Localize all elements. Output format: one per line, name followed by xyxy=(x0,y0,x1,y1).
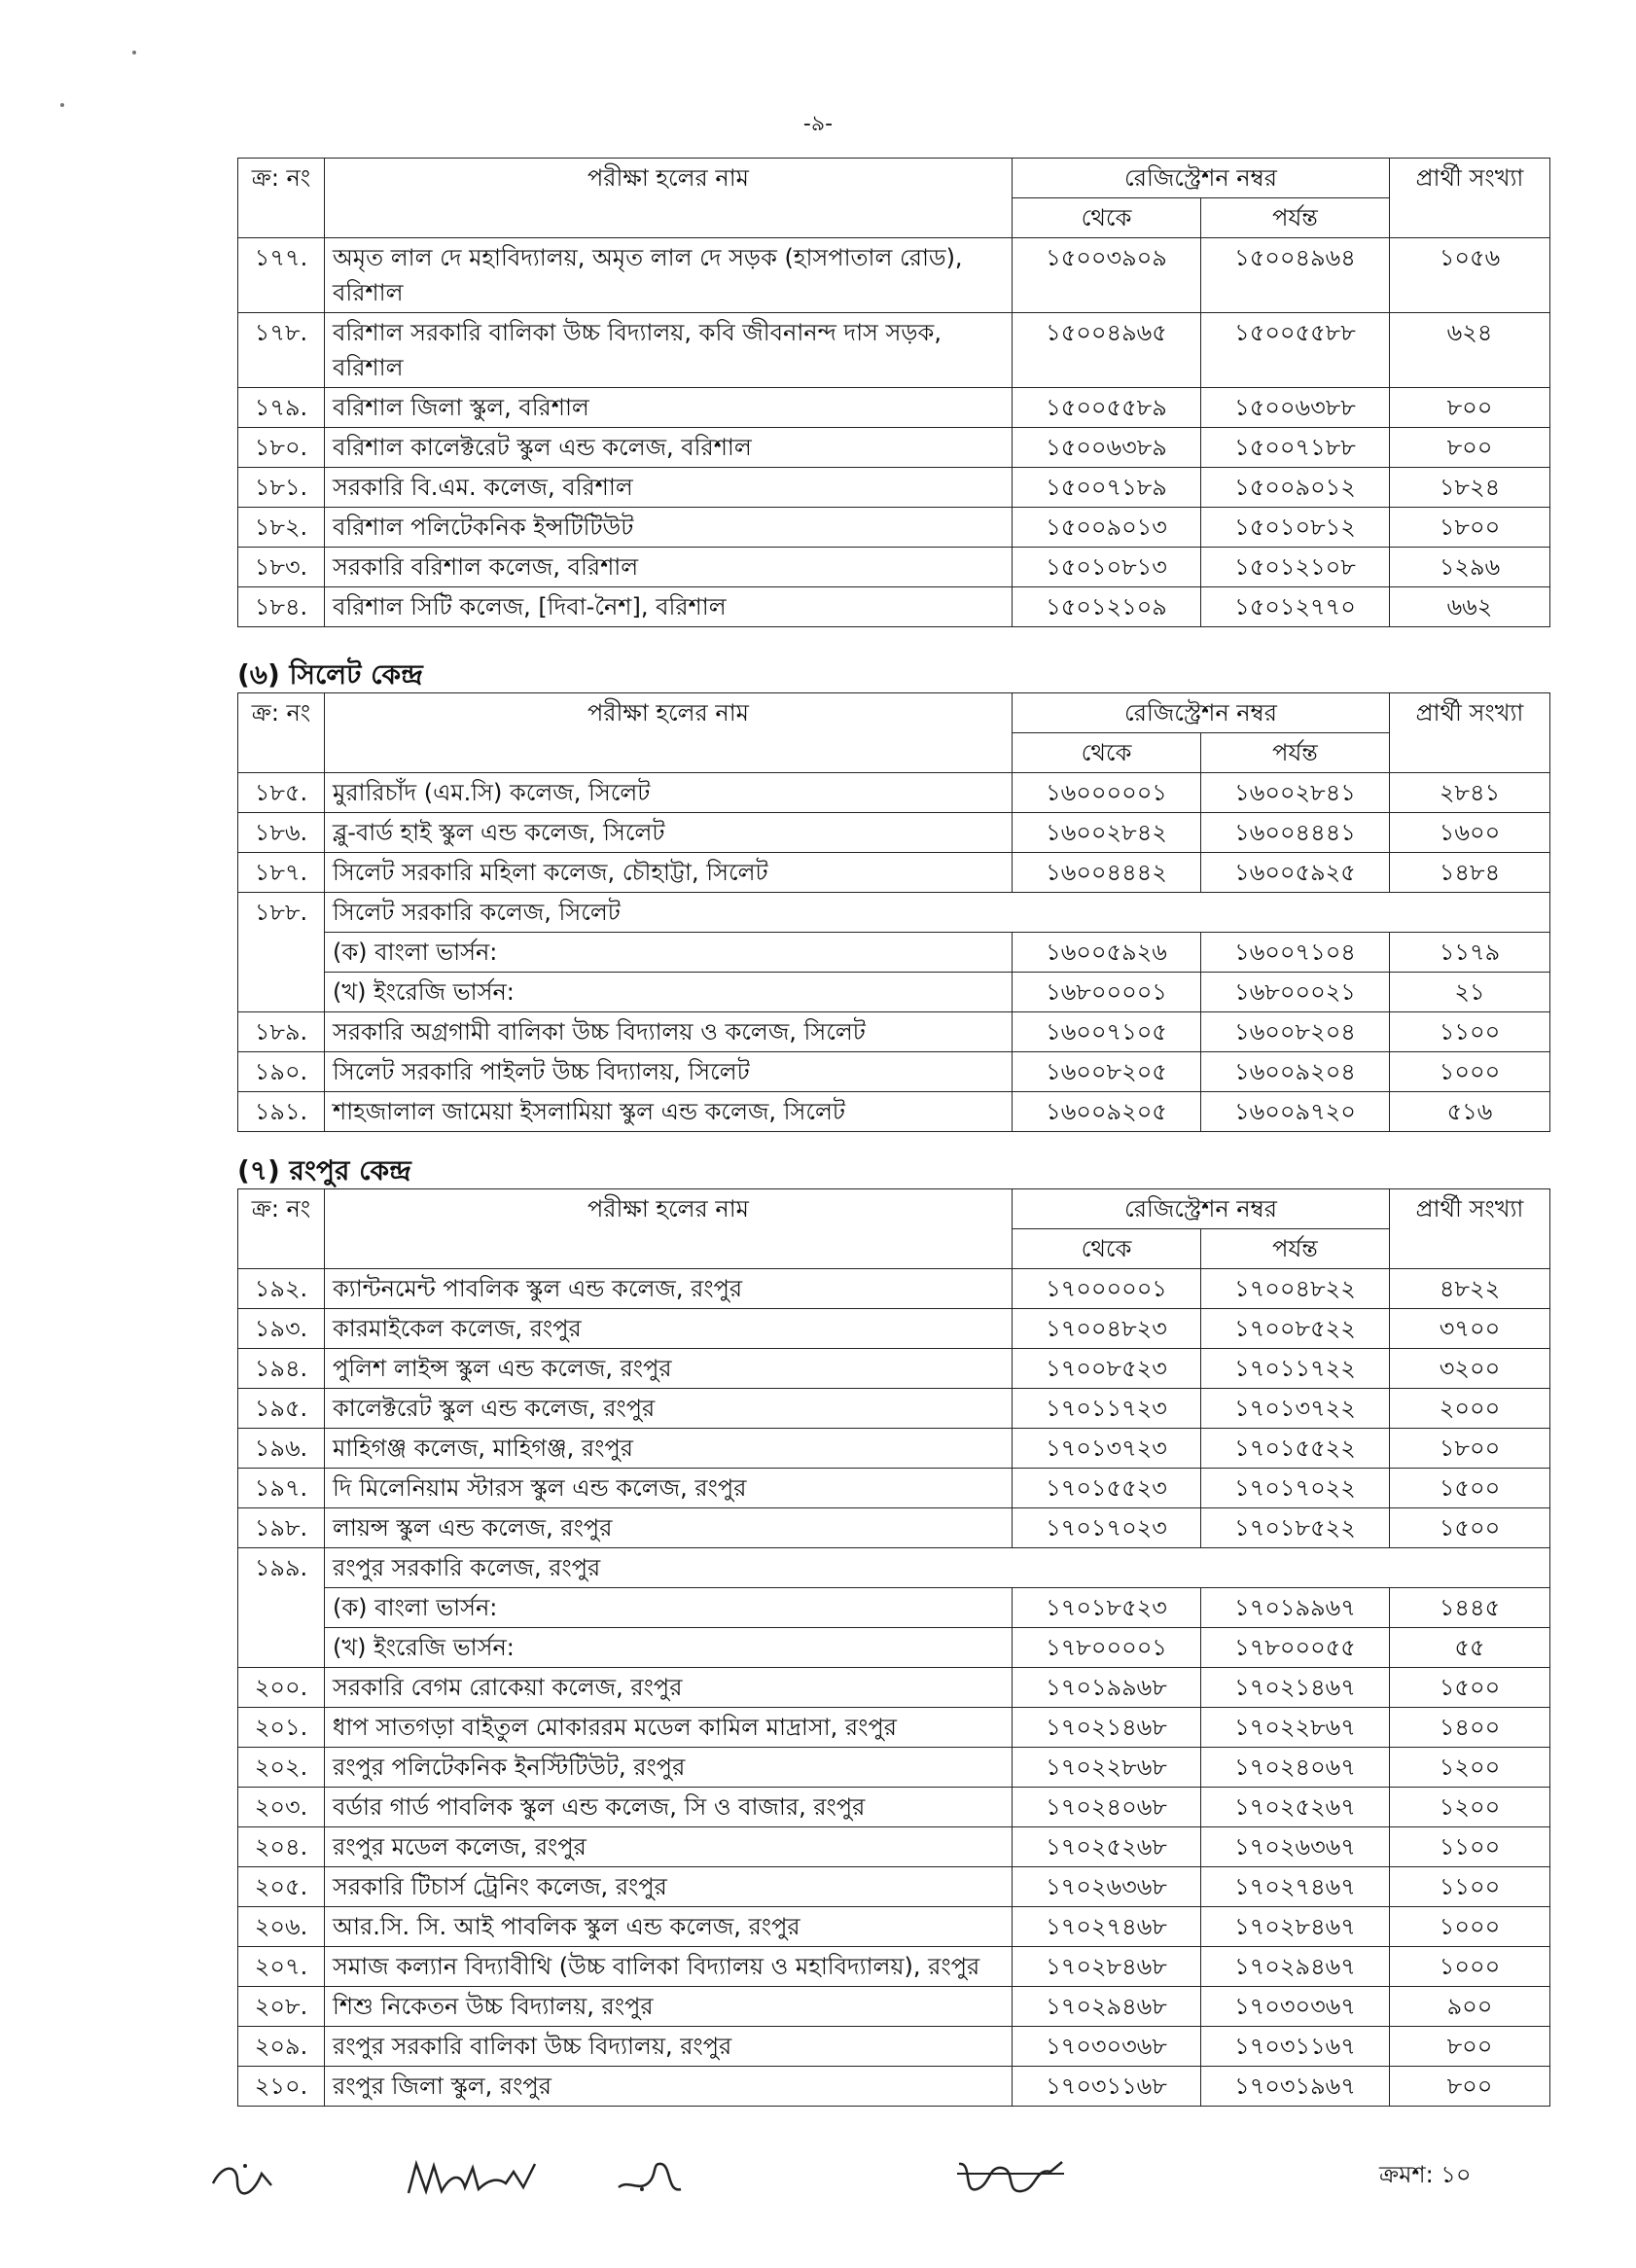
header-sl: ক্র: নং xyxy=(238,693,325,773)
row-serial: ১৮৪. xyxy=(238,587,325,627)
row-serial: ১৮৯. xyxy=(238,1012,325,1052)
row-hall-name: কালেক্টরেট স্কুল এন্ড কলেজ, রংপুর xyxy=(325,1389,1013,1429)
table-row xyxy=(238,1508,1550,1548)
signature-3 xyxy=(613,2154,691,2212)
row-candidate-count: ১৬০০ xyxy=(1390,813,1550,853)
table-row xyxy=(238,1947,1550,1987)
row-hall-name: বরিশাল সরকারি বালিকা উচ্চ বিদ্যালয়, কবি জীবনানন্দ দাস সড়ক, বরিশাল xyxy=(325,313,1013,388)
row-candidate-count: ৩৭০০ xyxy=(1390,1309,1550,1349)
row-candidate-count: ১০০০ xyxy=(1390,1052,1550,1092)
row-hall-name: (খ) ইংরেজি ভার্সন: xyxy=(325,1628,1013,1668)
row-serial: ২০৭. xyxy=(238,1947,325,1987)
table-row xyxy=(238,1867,1550,1907)
header-reg: রেজিস্ট্রেশন নম্বর xyxy=(1013,693,1390,733)
row-reg-from: ১৬০০৯২০৫ xyxy=(1013,1092,1201,1132)
row-serial: ২০০. xyxy=(238,1668,325,1708)
row-reg-to: ১৭০১১৭২২ xyxy=(1201,1349,1390,1389)
table-row xyxy=(238,1012,1550,1052)
row-serial: ২০৬. xyxy=(238,1907,325,1947)
row-reg-to: ১৭০৩১১৬৭ xyxy=(1201,2027,1390,2067)
header-sl: ক্র: নং xyxy=(238,159,325,238)
row-reg-from: ১৫০০৯০১৩ xyxy=(1013,508,1201,548)
row-hall-name: সরকারি অগ্রগামী বালিকা উচ্চ বিদ্যালয় ও কলেজ, সিলেট xyxy=(325,1012,1013,1052)
row-candidate-count: ১১০০ xyxy=(1390,1827,1550,1867)
row-reg-to: ১৬০০২৮৪১ xyxy=(1201,773,1390,813)
row-reg-to: ১৫০০৯০১২ xyxy=(1201,468,1390,508)
row-reg-to: ১৭০২৮৪৬৭ xyxy=(1201,1907,1390,1947)
row-reg-to: ১৬০০৫৯২৫ xyxy=(1201,853,1390,893)
row-serial: ১৮৬. xyxy=(238,813,325,853)
row-reg-to: ১৫০০৭১৮৮ xyxy=(1201,428,1390,468)
row-serial: ২০১. xyxy=(238,1708,325,1748)
row-serial: ২১০. xyxy=(238,2067,325,2107)
row-candidate-count: ৬৬২ xyxy=(1390,587,1550,627)
table-row xyxy=(238,508,1550,548)
row-reg-to: ১৫০১২১০৮ xyxy=(1201,548,1390,587)
row-reg-from: ১৭০৩০৩৬৮ xyxy=(1013,2027,1201,2067)
row-candidate-count: ১৮২৪ xyxy=(1390,468,1550,508)
header-from: থেকে xyxy=(1013,733,1201,773)
row-reg-to: ১৫০০৬৩৮৮ xyxy=(1201,388,1390,428)
row-serial: ১৯৬. xyxy=(238,1429,325,1469)
header-name: পরীক্ষা হলের নাম xyxy=(325,693,1013,773)
row-reg-from: ১৬০০০০০১ xyxy=(1013,773,1201,813)
row-reg-from: ১৭০২১৪৬৮ xyxy=(1013,1708,1201,1748)
row-candidate-count: ৪৮২২ xyxy=(1390,1269,1550,1309)
table-row xyxy=(238,587,1550,627)
table-row xyxy=(238,893,1550,933)
row-reg-from: ১৭০২৫২৬৮ xyxy=(1013,1827,1201,1867)
row-candidate-count: ১০৫৬ xyxy=(1390,238,1550,313)
row-reg-from: ১৭০১৫৫২৩ xyxy=(1013,1469,1201,1508)
table-row xyxy=(238,1987,1550,2027)
row-reg-from: ১৬০০৪৪৪২ xyxy=(1013,853,1201,893)
table-row xyxy=(238,1907,1550,1947)
row-hall-name: রংপুর সরকারি কলেজ, রংপুর xyxy=(325,1548,1550,1588)
row-reg-to: ১৭০১৭০২২ xyxy=(1201,1469,1390,1508)
page-number: -৯- xyxy=(802,112,834,136)
row-hall-name: (খ) ইংরেজি ভার্সন: xyxy=(325,973,1013,1012)
row-reg-from: ১৭০২২৮৬৮ xyxy=(1013,1748,1201,1788)
row-serial: ২০৩. xyxy=(238,1788,325,1827)
signature-1 xyxy=(208,2154,276,2212)
row-candidate-count: ৬২৪ xyxy=(1390,313,1550,388)
row-candidate-count: ১৪৮৪ xyxy=(1390,853,1550,893)
row-candidate-count: ৩২০০ xyxy=(1390,1349,1550,1389)
row-reg-from: ১৫০০৬৩৮৯ xyxy=(1013,428,1201,468)
row-reg-from: ১৭০১৯৯৬৮ xyxy=(1013,1668,1201,1708)
row-serial: ১৯১. xyxy=(238,1092,325,1132)
row-hall-name: রংপুর সরকারি বালিকা উচ্চ বিদ্যালয়, রংপুর xyxy=(325,2027,1013,2067)
row-reg-from: ১৭০০৪৮২৩ xyxy=(1013,1309,1201,1349)
table-row xyxy=(238,313,1550,388)
row-hall-name: রংপুর মডেল কলেজ, রংপুর xyxy=(325,1827,1013,1867)
row-reg-to: ১৭০১৮৫২২ xyxy=(1201,1508,1390,1548)
row-reg-from: ১৭০২৯৪৬৮ xyxy=(1013,1987,1201,2027)
table-row xyxy=(238,1588,1550,1628)
row-candidate-count: ৫৫ xyxy=(1390,1628,1550,1668)
row-reg-from: ১৫০০৩৯০৯ xyxy=(1013,238,1201,313)
row-hall-name: সরকারি বি.এম. কলেজ, বরিশাল xyxy=(325,468,1013,508)
table-row xyxy=(238,933,1550,973)
row-hall-name: শিশু নিকেতন উচ্চ বিদ্যালয়, রংপুর xyxy=(325,1987,1013,2027)
section-title-rangpur: (৭) রংপুর কেন্দ্র xyxy=(237,1154,411,1187)
row-candidate-count: ১৮০০ xyxy=(1390,1429,1550,1469)
row-serial: ১৮৩. xyxy=(238,548,325,587)
row-hall-name: সমাজ কল্যান বিদ্যাবীথি (উচ্চ বালিকা বিদ্যালয় ও মহাবিদ্যালয়), রংপুর xyxy=(325,1947,1013,1987)
row-reg-to: ১৬০০৭১০৪ xyxy=(1201,933,1390,973)
row-candidate-count: ৮০০ xyxy=(1390,2067,1550,2107)
table-row xyxy=(238,1429,1550,1469)
row-candidate-count: ৮০০ xyxy=(1390,2027,1550,2067)
row-serial: ১৯৫. xyxy=(238,1389,325,1429)
table-row xyxy=(238,548,1550,587)
row-candidate-count: ১৪০০ xyxy=(1390,1708,1550,1748)
row-reg-to: ১৫০১০৮১২ xyxy=(1201,508,1390,548)
row-reg-to: ১৭০০৪৮২২ xyxy=(1201,1269,1390,1309)
header-from: থেকে xyxy=(1013,198,1201,238)
row-hall-name: মুরারিচাঁদ (এম.সি) কলেজ, সিলেট xyxy=(325,773,1013,813)
row-hall-name: অমৃত লাল দে মহাবিদ্যালয়, অমৃত লাল দে সড়ক (হাসপাতাল রোড), বরিশাল xyxy=(325,238,1013,313)
table-row xyxy=(238,1349,1550,1389)
row-hall-name: সরকারি বরিশাল কলেজ, বরিশাল xyxy=(325,548,1013,587)
signature-2 xyxy=(405,2154,541,2212)
row-serial: ২০২. xyxy=(238,1748,325,1788)
row-reg-to: ১৫০১২৭৭০ xyxy=(1201,587,1390,627)
row-hall-name: ক্যান্টনমেন্ট পাবলিক স্কুল এন্ড কলেজ, রংপুর xyxy=(325,1269,1013,1309)
row-serial: ১৮২. xyxy=(238,508,325,548)
table-row xyxy=(238,1469,1550,1508)
row-serial: ১৯৪. xyxy=(238,1349,325,1389)
row-reg-from: ১৫০০৪৯৬৫ xyxy=(1013,313,1201,388)
header-sl: ক্র: নং xyxy=(238,1189,325,1269)
row-reg-to: ১৬০০৪৪৪১ xyxy=(1201,813,1390,853)
row-hall-name: মাহিগঞ্জ কলেজ, মাহিগঞ্জ, রংপুর xyxy=(325,1429,1013,1469)
row-reg-from: ১৬০০৫৯২৬ xyxy=(1013,933,1201,973)
row-hall-name: রংপুর পলিটেকনিক ইনস্টিটিউট, রংপুর xyxy=(325,1748,1013,1788)
row-serial: ১৯২. xyxy=(238,1269,325,1309)
section-title-sylhet: (৬) সিলেট কেন্দ্র xyxy=(237,658,423,691)
row-candidate-count: ৮০০ xyxy=(1390,388,1550,428)
row-hall-name: বরিশাল পলিটেকনিক ইন্সটিটিউট xyxy=(325,508,1013,548)
row-reg-from: ১৭০১১৭২৩ xyxy=(1013,1389,1201,1429)
row-serial: ১৭৭. xyxy=(238,238,325,313)
header-from: থেকে xyxy=(1013,1229,1201,1269)
header-to: পর্যন্ত xyxy=(1201,198,1390,238)
row-reg-to: ১৭০৩০৩৬৭ xyxy=(1201,1987,1390,2027)
row-reg-from: ১৭০০০০০১ xyxy=(1013,1269,1201,1309)
row-serial: ১৮৭. xyxy=(238,853,325,893)
row-hall-name: বরিশাল কালেক্টরেট স্কুল এন্ড কলেজ, বরিশাল xyxy=(325,428,1013,468)
row-hall-name: বর্ডার গার্ড পাবলিক স্কুল এন্ড কলেজ, সি ও বাজার, রংপুর xyxy=(325,1788,1013,1827)
table-row xyxy=(238,388,1550,428)
row-candidate-count: ১১০০ xyxy=(1390,1867,1550,1907)
table-row xyxy=(238,1827,1550,1867)
table-row xyxy=(238,1748,1550,1788)
row-hall-name: ব্লু-বার্ড হাই স্কুল এন্ড কলেজ, সিলেট xyxy=(325,813,1013,853)
table-row xyxy=(238,1708,1550,1748)
row-candidate-count: ৯০০ xyxy=(1390,1987,1550,2027)
row-reg-to: ১৬০০৮২০৪ xyxy=(1201,1012,1390,1052)
exam-hall-table-sylhet xyxy=(237,692,1550,1132)
row-candidate-count: ২৮৪১ xyxy=(1390,773,1550,813)
header-reg: রেজিস্ট্রেশন নম্বর xyxy=(1013,159,1390,198)
table-row xyxy=(238,468,1550,508)
row-reg-to: ১৭০২৫২৬৭ xyxy=(1201,1788,1390,1827)
row-candidate-count: ১৪৪৫ xyxy=(1390,1588,1550,1628)
scan-speck xyxy=(132,51,136,54)
signature-4 xyxy=(953,2154,1070,2212)
row-hall-name: লায়ন্স স্কুল এন্ড কলেজ, রংপুর xyxy=(325,1508,1013,1548)
table-row xyxy=(238,813,1550,853)
row-serial: ১৮১. xyxy=(238,468,325,508)
row-reg-to: ১৭০২৭৪৬৭ xyxy=(1201,1867,1390,1907)
row-candidate-count: ১২০০ xyxy=(1390,1748,1550,1788)
row-candidate-count: ৫১৬ xyxy=(1390,1092,1550,1132)
row-reg-from: ১৬০০২৮৪২ xyxy=(1013,813,1201,853)
table-body xyxy=(238,773,1550,1132)
header-count: প্রার্থী সংখ্যা xyxy=(1390,693,1550,773)
table-row xyxy=(238,1052,1550,1092)
row-reg-to: ১৫০০৪৯৬৪ xyxy=(1201,238,1390,313)
row-serial: ২০৮. xyxy=(238,1987,325,2027)
row-candidate-count: ৮০০ xyxy=(1390,428,1550,468)
row-reg-from: ১৬৮০০০০১ xyxy=(1013,973,1201,1012)
table-row xyxy=(238,1548,1550,1588)
table-row xyxy=(238,773,1550,813)
row-reg-from: ১৭০১৩৭২৩ xyxy=(1013,1429,1201,1469)
row-reg-from: ১৬০০৭১০৫ xyxy=(1013,1012,1201,1052)
row-serial: ১৮০. xyxy=(238,428,325,468)
table-row xyxy=(238,2067,1550,2107)
row-hall-name: শাহজালাল জামেয়া ইসলামিয়া স্কুল এন্ড কলেজ, সিলেট xyxy=(325,1092,1013,1132)
row-hall-name: বরিশাল সিটি কলেজ, [দিবা-নৈশ], বরিশাল xyxy=(325,587,1013,627)
row-reg-to: ১৭০২১৪৬৭ xyxy=(1201,1668,1390,1708)
row-reg-from: ১৭৮০০০০১ xyxy=(1013,1628,1201,1668)
row-hall-name: (ক) বাংলা ভার্সন: xyxy=(325,933,1013,973)
header-reg: রেজিস্ট্রেশন নম্বর xyxy=(1013,1189,1390,1229)
row-hall-name: ধাপ সাতগড়া বাইতুল মোকাররম মডেল কামিল মাদ্রাসা, রংপুর xyxy=(325,1708,1013,1748)
row-reg-to: ১৭০২৬৩৬৭ xyxy=(1201,1827,1390,1867)
row-hall-name: সিলেট সরকারি কলেজ, সিলেট xyxy=(325,893,1550,933)
header-to: পর্যন্ত xyxy=(1201,733,1390,773)
table-row xyxy=(238,1788,1550,1827)
table-row xyxy=(238,1628,1550,1668)
row-serial: ১৭৯. xyxy=(238,388,325,428)
table-row xyxy=(238,428,1550,468)
header-to: পর্যন্ত xyxy=(1201,1229,1390,1269)
row-hall-name: কারমাইকেল কলেজ, রংপুর xyxy=(325,1309,1013,1349)
row-candidate-count: ১২০০ xyxy=(1390,1788,1550,1827)
row-reg-from: ১৬০০৮২০৫ xyxy=(1013,1052,1201,1092)
row-serial: ২০৪. xyxy=(238,1827,325,1867)
row-reg-to: ১৬৮০০০২১ xyxy=(1201,973,1390,1012)
table-row xyxy=(238,2027,1550,2067)
row-reg-from: ১৭০২৪০৬৮ xyxy=(1013,1788,1201,1827)
row-serial: ১৭৮. xyxy=(238,313,325,388)
row-serial: ১৯৮. xyxy=(238,1508,325,1548)
row-reg-from: ১৭০১৮৫২৩ xyxy=(1013,1588,1201,1628)
row-serial: ১৮৮. xyxy=(238,893,325,1012)
table-row xyxy=(238,1389,1550,1429)
row-reg-from: ১৭০২৮৪৬৮ xyxy=(1013,1947,1201,1987)
row-reg-from: ১৫০১২১০৯ xyxy=(1013,587,1201,627)
row-reg-from: ১৭০১৭০২৩ xyxy=(1013,1508,1201,1548)
header-count: প্রার্থী সংখ্যা xyxy=(1390,1189,1550,1269)
row-candidate-count: ১২৯৬ xyxy=(1390,548,1550,587)
continued-note: ক্রমশ: ১০ xyxy=(1379,2161,1472,2188)
row-candidate-count: ১৫০০ xyxy=(1390,1508,1550,1548)
row-candidate-count: ১০০০ xyxy=(1390,1947,1550,1987)
row-candidate-count: ১৫০০ xyxy=(1390,1668,1550,1708)
table-body xyxy=(238,1269,1550,2107)
row-hall-name: (ক) বাংলা ভার্সন: xyxy=(325,1588,1013,1628)
row-serial: ২০৯. xyxy=(238,2027,325,2067)
row-hall-name: পুলিশ লাইন্স স্কুল এন্ড কলেজ, রংপুর xyxy=(325,1349,1013,1389)
row-reg-from: ১৫০০৫৫৮৯ xyxy=(1013,388,1201,428)
table-row xyxy=(238,1092,1550,1132)
row-serial: ১৮৫. xyxy=(238,773,325,813)
row-reg-to: ১৭০১৩৭২২ xyxy=(1201,1389,1390,1429)
row-serial: ১৯৩. xyxy=(238,1309,325,1349)
row-reg-to: ১৬০০৯৭২০ xyxy=(1201,1092,1390,1132)
row-reg-from: ১৫০১০৮১৩ xyxy=(1013,548,1201,587)
row-hall-name: বরিশাল জিলা স্কুল, বরিশাল xyxy=(325,388,1013,428)
row-reg-from: ১৭০০৮৫২৩ xyxy=(1013,1349,1201,1389)
row-hall-name: সরকারি টিচার্স ট্রেনিং কলেজ, রংপুর xyxy=(325,1867,1013,1907)
row-serial: ১৯০. xyxy=(238,1052,325,1092)
row-candidate-count: ১৫০০ xyxy=(1390,1469,1550,1508)
table-body xyxy=(238,238,1550,627)
row-serial: ২০৫. xyxy=(238,1867,325,1907)
header-count: প্রার্থী সংখ্যা xyxy=(1390,159,1550,238)
row-serial: ১৯৭. xyxy=(238,1469,325,1508)
table-row xyxy=(238,973,1550,1012)
row-candidate-count: ২০০০ xyxy=(1390,1389,1550,1429)
row-reg-to: ১৭০২২৮৬৭ xyxy=(1201,1708,1390,1748)
row-hall-name: সিলেট সরকারি মহিলা কলেজ, চৌহাট্টা, সিলেট xyxy=(325,853,1013,893)
exam-hall-table-rangpur xyxy=(237,1188,1550,2107)
row-reg-to: ১৭০৩১৯৬৭ xyxy=(1201,2067,1390,2107)
row-reg-from: ১৭০৩১১৬৮ xyxy=(1013,2067,1201,2107)
row-hall-name: দি মিলেনিয়াম স্টারস স্কুল এন্ড কলেজ, রংপুর xyxy=(325,1469,1013,1508)
row-reg-from: ১৫০০৭১৮৯ xyxy=(1013,468,1201,508)
row-hall-name: সরকারি বেগম রোকেয়া কলেজ, রংপুর xyxy=(325,1668,1013,1708)
row-candidate-count: ১১৭৯ xyxy=(1390,933,1550,973)
row-candidate-count: ১১০০ xyxy=(1390,1012,1550,1052)
exam-hall-table-barishal xyxy=(237,158,1550,627)
row-hall-name: রংপুর জিলা স্কুল, রংপুর xyxy=(325,2067,1013,2107)
row-candidate-count: ২১ xyxy=(1390,973,1550,1012)
table-row xyxy=(238,1309,1550,1349)
row-reg-to: ১৭০২৪০৬৭ xyxy=(1201,1748,1390,1788)
table-row xyxy=(238,853,1550,893)
header-name: পরীক্ষা হলের নাম xyxy=(325,1189,1013,1269)
table-row xyxy=(238,238,1550,313)
table-row xyxy=(238,1668,1550,1708)
row-reg-to: ১৭৮০০০৫৫ xyxy=(1201,1628,1390,1668)
table-row xyxy=(238,1269,1550,1309)
row-reg-to: ১৭০২৯৪৬৭ xyxy=(1201,1947,1390,1987)
row-reg-to: ১৭০১৯৯৬৭ xyxy=(1201,1588,1390,1628)
row-candidate-count: ১০০০ xyxy=(1390,1907,1550,1947)
row-hall-name: আর.সি. সি. আই পাবলিক স্কুল এন্ড কলেজ, রংপুর xyxy=(325,1907,1013,1947)
row-reg-from: ১৭০২৭৪৬৮ xyxy=(1013,1907,1201,1947)
row-reg-from: ১৭০২৬৩৬৮ xyxy=(1013,1867,1201,1907)
row-reg-to: ১৬০০৯২০৪ xyxy=(1201,1052,1390,1092)
row-candidate-count: ১৮০০ xyxy=(1390,508,1550,548)
row-hall-name: সিলেট সরকারি পাইলট উচ্চ বিদ্যালয়, সিলেট xyxy=(325,1052,1013,1092)
row-reg-to: ১৫০০৫৫৮৮ xyxy=(1201,313,1390,388)
row-reg-to: ১৭০১৫৫২২ xyxy=(1201,1429,1390,1469)
header-name: পরীক্ষা হলের নাম xyxy=(325,159,1013,238)
row-reg-to: ১৭০০৮৫২২ xyxy=(1201,1309,1390,1349)
row-serial: ১৯৯. xyxy=(238,1548,325,1668)
